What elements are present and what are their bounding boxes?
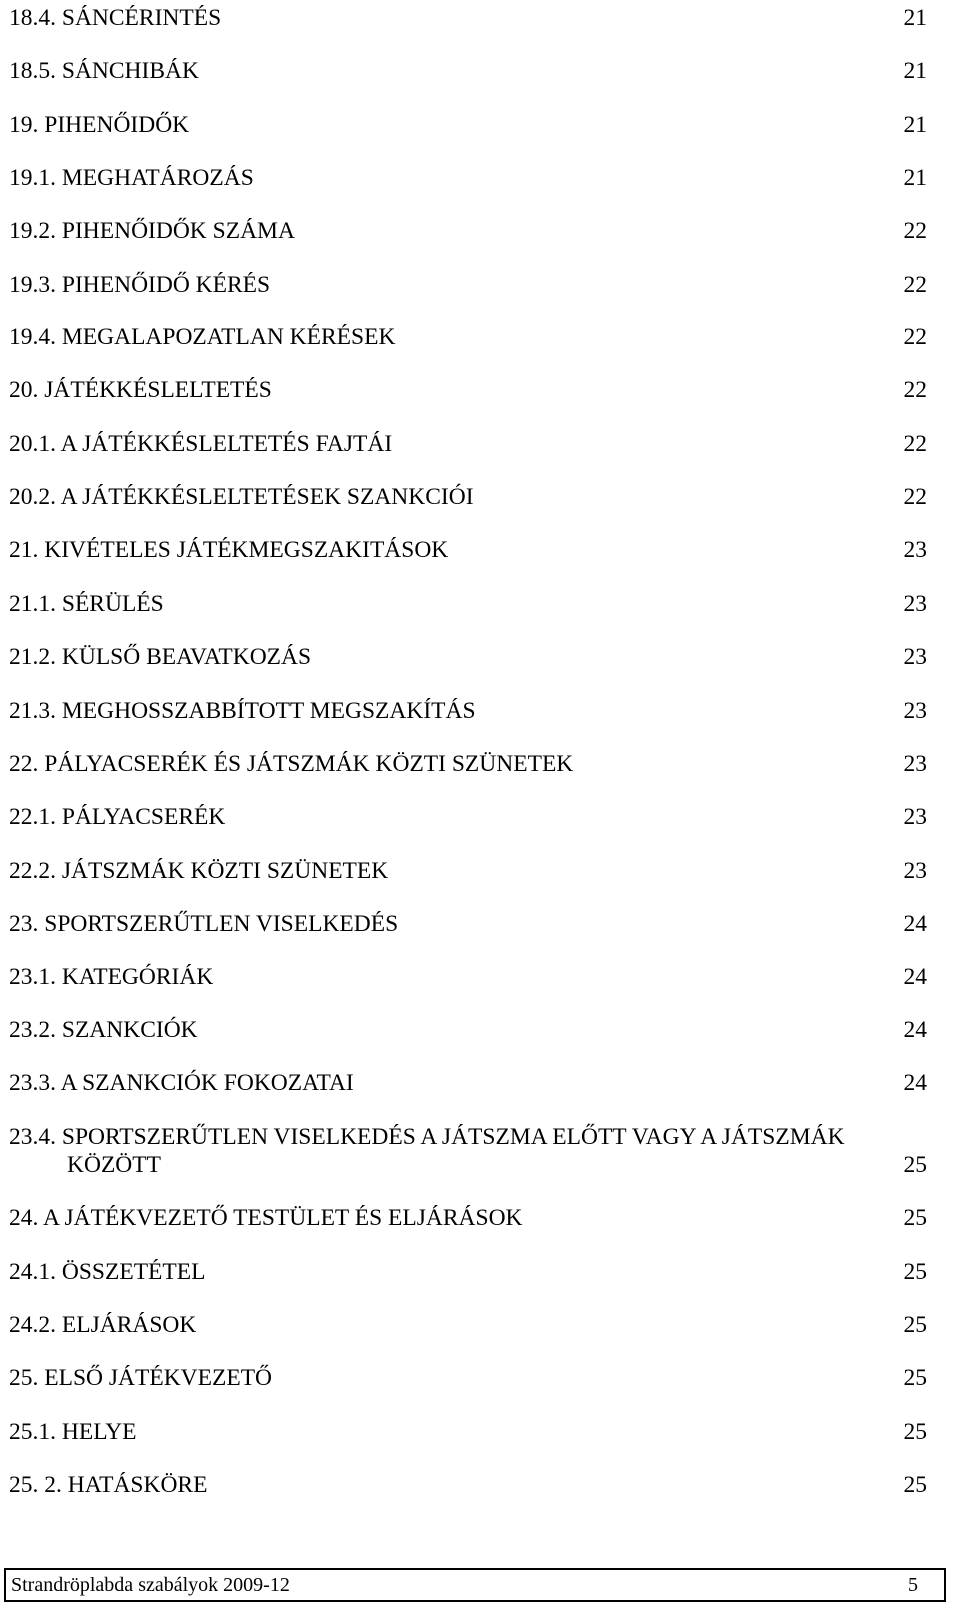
toc-entry[interactable] — [9, 1363, 927, 1393]
toc-entry[interactable] — [9, 1122, 927, 1182]
toc-entry-title: 23.2. SZANKCIÓK — [9, 1017, 198, 1043]
toc-entry[interactable] — [9, 1203, 927, 1233]
toc-entry-page: 22 — [903, 272, 927, 298]
toc-entry-page: 25 — [903, 1419, 927, 1445]
toc-entry-page: 21 — [903, 5, 927, 31]
toc-entry-page: 24 — [903, 1017, 927, 1043]
toc-entry-page: 23 — [903, 751, 927, 777]
toc-entry[interactable] — [9, 270, 927, 300]
toc-entry-title: 23.4. SPORTSZERŰTLEN VISELKEDÉS A JÁTSZMA ELŐTT VAGY A JÁTSZMÁK — [9, 1124, 845, 1150]
toc-entry-page: 25 — [903, 1152, 927, 1178]
footer-page-number: 5 — [908, 1574, 918, 1596]
toc-entry[interactable] — [9, 3, 927, 33]
page-footer — [4, 1568, 946, 1602]
toc-entry-title: 19. PIHENŐIDŐK — [9, 112, 190, 138]
toc-entry-page: 21 — [903, 112, 927, 138]
toc-entry[interactable] — [9, 696, 927, 726]
toc-entry-title: 23.3. A SZANKCIÓK FOKOZATAI — [9, 1070, 354, 1096]
toc-entry-title: 25. ELSŐ JÁTÉKVEZETŐ — [9, 1365, 273, 1391]
toc-entry-page: 25 — [903, 1259, 927, 1285]
toc-entry[interactable] — [9, 962, 927, 992]
toc-entry[interactable] — [9, 375, 927, 405]
toc-entry-title: 21.1. SÉRÜLÉS — [9, 591, 164, 617]
toc-entry[interactable] — [9, 482, 927, 512]
toc-entry-title: 19.2. PIHENŐIDŐK SZÁMA — [9, 218, 295, 244]
toc-entry-title: 19.4. MEGALAPOZATLAN KÉRÉSEK — [9, 324, 396, 350]
toc-entry-title: 24.1. ÖSSZETÉTEL — [9, 1259, 206, 1285]
toc-entry-title: 19.3. PIHENŐIDŐ KÉRÉS — [9, 272, 271, 298]
toc-entry-title: 20. JÁTÉKKÉSLELTETÉS — [9, 377, 272, 403]
toc-entry[interactable] — [9, 1257, 927, 1287]
toc-entry[interactable] — [9, 589, 927, 619]
toc-entry-title: 25.1. HELYE — [9, 1419, 137, 1445]
toc-entry-page: 22 — [903, 324, 927, 350]
toc-entry-page: 23 — [903, 537, 927, 563]
toc-entry[interactable] — [9, 856, 927, 886]
toc-entry[interactable] — [9, 429, 927, 459]
toc-entry-page: 21 — [903, 165, 927, 191]
toc-entry-page: 23 — [903, 858, 927, 884]
toc-entry[interactable] — [9, 56, 927, 86]
toc-entry[interactable] — [9, 642, 927, 672]
toc-entry-title: 22.2. JÁTSZMÁK KÖZTI SZÜNETEK — [9, 858, 389, 884]
toc-entry[interactable] — [9, 1015, 927, 1045]
toc-entry-title: 20.1. A JÁTÉKKÉSLELTETÉS FAJTÁI — [9, 431, 393, 457]
toc-entry-page: 24 — [903, 1070, 927, 1096]
toc-entry-title-continuation: KÖZÖTT — [67, 1152, 161, 1178]
toc-entry[interactable] — [9, 802, 927, 832]
toc-entry-title: 18.4. SÁNCÉRINTÉS — [9, 5, 222, 31]
toc-entry-title: 21.2. KÜLSŐ BEAVATKOZÁS — [9, 644, 312, 670]
toc-entry-title: 23. SPORTSZERŰTLEN VISELKEDÉS — [9, 911, 399, 937]
footer-document-title: Strandröplabda szabályok 2009-12 — [11, 1574, 290, 1596]
toc-entry-page: 24 — [903, 911, 927, 937]
toc-entry-title: 24. A JÁTÉKVEZETŐ TESTÜLET ÉS ELJÁRÁSOK — [9, 1205, 523, 1231]
toc-entry-page: 22 — [903, 377, 927, 403]
toc-entry[interactable] — [9, 322, 927, 352]
toc-entry-page: 22 — [903, 484, 927, 510]
toc-entry[interactable] — [9, 535, 927, 565]
toc-entry-page: 25 — [903, 1472, 927, 1498]
toc-entry-title: 21.3. MEGHOSSZABBÍTOTT MEGSZAKÍTÁS — [9, 698, 476, 724]
toc-entry[interactable] — [9, 1310, 927, 1340]
toc-entry-page: 22 — [903, 431, 927, 457]
toc-entry-page: 22 — [903, 218, 927, 244]
toc-entry[interactable] — [9, 1417, 927, 1447]
toc-entry-page: 23 — [903, 804, 927, 830]
toc-entry[interactable] — [9, 1470, 927, 1500]
toc-entry-page: 24 — [903, 964, 927, 990]
toc-entry[interactable] — [9, 749, 927, 779]
toc-entry-title: 23.1. KATEGÓRIÁK — [9, 964, 214, 990]
toc-entry[interactable] — [9, 216, 927, 246]
toc-entry-title: 25. 2. HATÁSKÖRE — [9, 1472, 208, 1498]
toc-entry-page: 23 — [903, 591, 927, 617]
toc-entry-page: 25 — [903, 1365, 927, 1391]
toc-entry-title: 21. KIVÉTELES JÁTÉKMEGSZAKITÁSOK — [9, 537, 449, 563]
toc-entry-page: 23 — [903, 644, 927, 670]
toc-entry-title: 20.2. A JÁTÉKKÉSLELTETÉSEK SZANKCIÓI — [9, 484, 474, 510]
toc-entry-title: 24.2. ELJÁRÁSOK — [9, 1312, 197, 1338]
toc-entry-page: 21 — [903, 58, 927, 84]
toc-entry-page: 25 — [903, 1312, 927, 1338]
toc-entry-page: 25 — [903, 1205, 927, 1231]
toc-entry-title: 18.5. SÁNCHIBÁK — [9, 58, 199, 84]
toc-entry-title: 22. PÁLYACSERÉK ÉS JÁTSZMÁK KÖZTI SZÜNETEK — [9, 751, 574, 777]
toc-entry-title: 19.1. MEGHATÁROZÁS — [9, 165, 254, 191]
toc-entry[interactable] — [9, 1068, 927, 1098]
toc-entry[interactable] — [9, 110, 927, 140]
toc-entry[interactable] — [9, 909, 927, 939]
toc-entry[interactable] — [9, 163, 927, 193]
toc-entry-page: 23 — [903, 698, 927, 724]
toc-entry-title: 22.1. PÁLYACSERÉK — [9, 804, 226, 830]
